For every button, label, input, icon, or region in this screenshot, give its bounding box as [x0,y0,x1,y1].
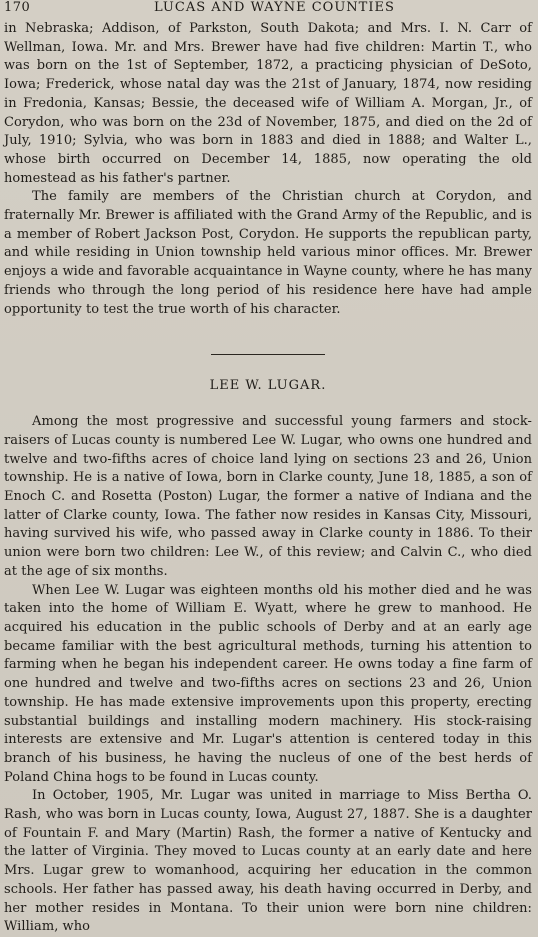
lugar-biography [4,413,532,937]
body-paragraph: When Lee W. Lugar was eighteen months old his mother died and he was taken into the home of William E. Wyatt, where he grew to manhood. He acquired his education in the public schools of Derby and at an early age became familiar with the best agricultural methods, turning his attention to farming when he began his independent career. He owns today a fine farm of one hundred and twelve and two-fifths acres on sections 23 and 26, Union township. He has made extensive improvements upon this property, erecting substantial buildings and installing modern machinery. His stock-raising interests are extensive and Mr. Lugar's attention is centered today in this branch of his business, he having the nucleus of one of the best herds of Poland China hogs to be found in Lucas county. [4,582,532,785]
body-paragraph: Among the most progressive and successful young farmers and stock-raisers of Lucas county is numbered Lee W. Lugar, who owns one hundred and twelve and two-fifths acres of choice land lying on sections 23 and 26, Union township. He is a native of Iowa, born in Clarke county, June 18, 1885, a son of Enoch C. and Rosetta (Poston) Lugar, the former a native of Indiana and the latter of Clarke county, Iowa. The father now resides in Kansas City, Missouri, having survived his wife, who passed away in Clarke county in 1886. To their union were born two children: Lee W., of this review; and Calvin C., who died at the age of six months. [4,414,532,579]
body-paragraph: in Nebraska; Addison, of Parkston, South Dakota; and Mrs. I. N. Carr of Wellman, Iowa. Mr. and Mrs. Brewer have had five children: Martin T., who was born on the 1st of September, 1872, a practicing physician of DeSoto, Iowa; Frederick, whose natal day was the 21st of January, 1874, now residing in Fredonia, Kansas; Bessie, the deceased wife of William A. Morgan, Jr., of Corydon, who was born on the 23d of November, 1875, and died on the 2d of July, 1910; Sylvia, who was born in 1883 and died in 1888; and Walter L., whose birth occurred on December 14, 1885, now operating the old homestead as his father's partner. [4,21,532,186]
page-header [4,0,532,20]
section-title: LEE W. LUGAR. [209,378,327,394]
running-head: LUCAS AND WAYNE COUNTIES [154,0,395,15]
body-paragraph: The family are members of the Christian church at Corydon, and fraternally Mr. Brewer is affiliated with the Grand Army of the Republic, and is a member of Robert Jackson Post, Corydon. He supports the republican party, and while residing in Union township held various minor offices. Mr. Brewer enjoys a wide and favorable acquaintance in Wayne county, where he has many friends who through the long period of his residence here have had ample opportunity to test the true worth of his character. [4,189,532,317]
body-paragraph: In October, 1905, Mr. Lugar was united in marriage to Miss Bertha O. Rash, who was born in Lucas county, Iowa, August 27, 1887. She is a daughter of Fountain F. and Mary (Martin) Rash, the former a native of Kentucky and the latter of Virginia. They moved to Lucas county at an early date and here Mrs. Lugar grew to womanhood, acquiring her education in the common schools. Her father has passed away, his death having occurred in Derby, and her mother resides in Montana. To their union were born nine children: William, who [4,788,532,935]
section-divider [211,354,325,355]
page-number: 170 [4,0,31,15]
previous-biography-continuation [4,20,532,319]
